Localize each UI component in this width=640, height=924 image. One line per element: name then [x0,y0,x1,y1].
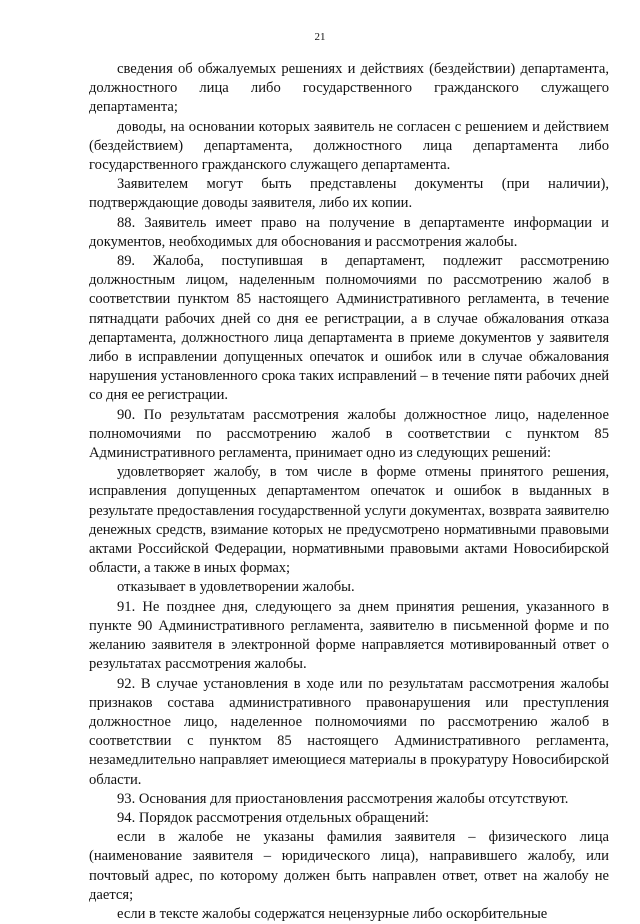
paragraph-item-94: 94. Порядок рассмотрения отдельных обращений: [117,809,429,826]
paragraph-refuse-complaint: отказывает в удовлетворении жалобы. [117,579,355,596]
paragraph-item-90: 90. По результатам рассмотрения жалобы должностное лицо, наделенное полномочиями по рассмотрению жалоб в соответствии с пунктом 85 Административного регламента, принимает одно из следующих решений: [89,406,609,462]
paragraph-item-93: 93. Основания для приостановления рассмотрения жалобы отсутствуют. [117,790,569,807]
paragraph-appeal-details: сведения об обжалуемых решениях и действиях (бездействии) департамента, должностного лица либо государственного гражданского служащего департамента; [89,61,609,116]
paragraph-item-91: 91. Не позднее дня, следующего за днем принятия решения, указанного в пункте 90 Административного регламента, заявителю в письменной форме и по желанию заявителя в электронной форме направляется мотивированный ответ о результатах рассмотрения жалобы. [89,598,609,673]
paragraph-arguments: доводы, на основании которых заявитель не согласен с решением и действием (бездействием) департамента, должностного лица департамента либо государственного гражданского служащего департамента. [89,118,609,174]
paragraph-item-89: 89. Жалоба, поступившая в департамент, подлежит рассмотрению должностным лицом, наделенным полномочиями по рассмотрению жалоб в соответствии пунктом 85 настоящего Административного регламента, в течение пятнадцати рабочих дней со дня ее регистрации, а в случае обжалования отказа департамента, должностного лица департамента в приеме документов у заявителя либо в исправлении допущенных опечаток и ошибок или в случае обжалования нарушения установленного срока таких исправлений – в течение пяти рабочих дней со дня ее регистрации. [89,253,609,404]
paragraph-no-surname: если в жалобе не указаны фамилия заявителя – физического лица (наименование заявителя – юридического лица), направившего жалобу, или почтовый адрес, по которому должен быть направлен ответ, ответ на жалобу не дается; [89,829,609,903]
paragraph-supporting-documents: Заявителем могут быть представлены документы (при наличии), подтверждающие доводы заявителя, либо их копии. [89,176,609,212]
paragraph-offensive-language: если в тексте жалобы содержатся нецензурные либо оскорбительные [117,905,548,922]
document-body [89,60,609,924]
paragraph-satisfy-complaint: удовлетворяет жалобу, в том числе в форме отмены принятого решения, исправления допущенных департаментом опечаток и ошибок в выданных в результате предоставления государственной услуги документах, возврата заявителю денежных средств, взимание которых не предусмотрено нормативными правовыми актами Российской Федерации, нормативными правовыми актами Новосибирской области, а также в иных формах; [89,464,609,577]
paragraph-item-88: 88. Заявитель имеет право на получение в департаменте информации и документов, необходимых для обоснования и рассмотрения жалобы. [89,214,609,250]
paragraph-item-92: 92. В случае установления в ходе или по результатам рассмотрения жалобы признаков состава административного правонарушения или преступления должностное лицо, наделенное полномочиями по рассмотрению жалоб в соответствии с пунктом 85 настоящего Административного регламента, незамедлительно направляет имеющиеся материалы в прокуратуру Новосибирской области. [89,675,609,788]
page-number: 21 [314,31,326,43]
